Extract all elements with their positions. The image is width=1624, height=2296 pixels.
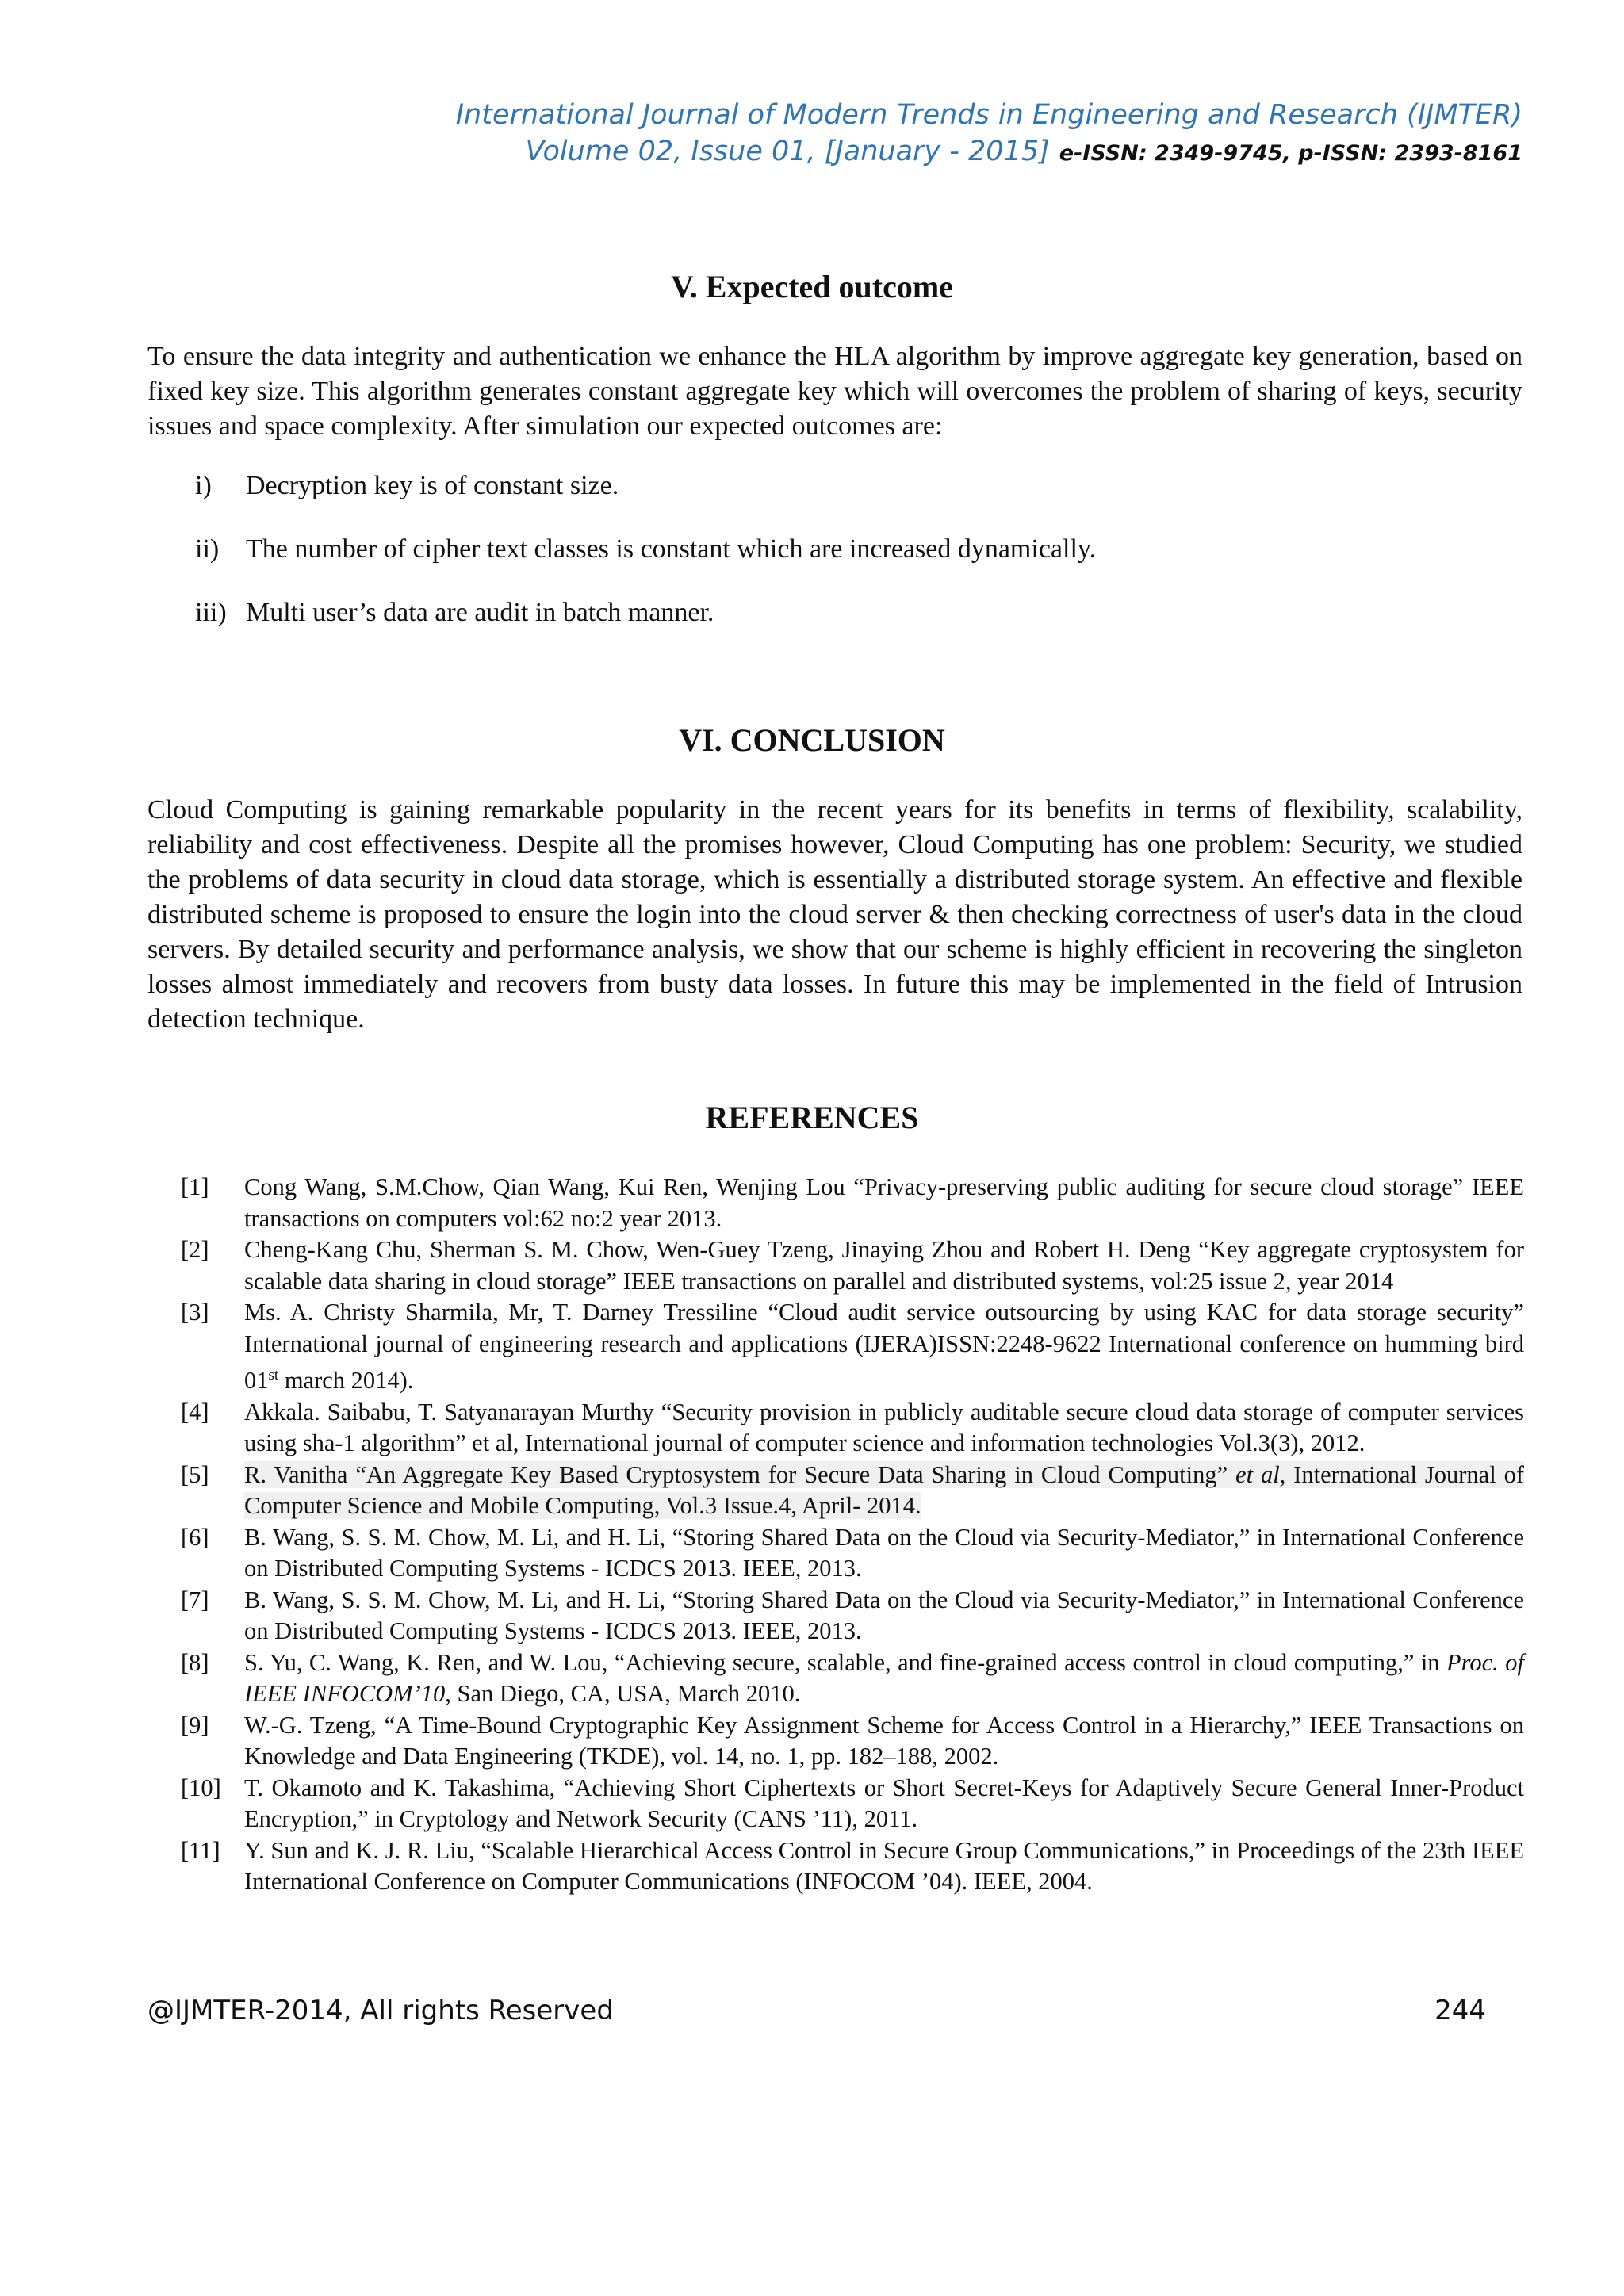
reference-number: [3] [181, 1299, 209, 1326]
reference-text-part: R. Vanitha “An Aggregate Key Based Cryptosystem for Secure Data Sharing in Cloud Computing” [244, 1460, 1236, 1488]
reference-text: B. Wang, S. S. M. Chow, M. Li, and H. Li, “Storing Shared Data on the Cloud via Security-Mediator,” in International Conference on Distributed Computing Systems - ICDCS 2013. IEEE, 2013. [244, 1586, 1524, 1645]
list-item [195, 598, 1511, 661]
footer-copyright: @IJMTER-2014, All rights Reserved [147, 1995, 614, 2026]
reference-text-part: Ms. A. Christy Sharmila, Mr, T. Darney Tressiline “Cloud audit service outsourcing by using KAC for data storage security” International journal of engineering research and applications (IJERA)ISSN:2248-9622 International conference on humming bird 01 [244, 1299, 1524, 1395]
reference-number: [1] [181, 1173, 209, 1200]
reference-number: [10] [181, 1774, 221, 1801]
reference-number: [6] [181, 1523, 209, 1551]
reference-item [181, 1460, 1524, 1522]
list-item-text: The number of cipher text classes is constant which are increased dynamically. [246, 534, 1097, 564]
reference-text [244, 1647, 1524, 1710]
reference-item [181, 1585, 1524, 1647]
expected-outcome-paragraph: To ensure the data integrity and authentication we enhance the HLA algorithm by improve aggregate key generation, based on fixed key size. This algorithm generates constant aggregate key which will overcomes the problem of sharing of keys, security issues and space complexity. After simulation our expected outcomes are: [147, 342, 1522, 441]
reference-text-part: march 2014). [278, 1367, 414, 1395]
reference-item [181, 1234, 1524, 1297]
reference-text: Cheng-Kang Chu, Sherman S. M. Chow, Wen-Guey Tzeng, Jinaying Zhou and Robert H. Deng “Key aggregate cryptosystem for scalable data sharing in cloud storage” IEEE transactions on parallel and distributed systems, vol:25 issue 2, year 2014 [244, 1236, 1524, 1295]
journal-header [456, 97, 1522, 172]
reference-text: W.-G. Tzeng, “A Time-Bound Cryptographic Key Assignment Scheme for Access Control in a Hierarchy,” IEEE Transactions on Knowledge and Data Engineering (TKDE), vol. 14, no. 1, pp. 182–188, 2002. [244, 1711, 1524, 1770]
reference-item [181, 1172, 1524, 1234]
reference-text-part: S. Yu, C. Wang, K. Ren, and W. Lou, “Achieving secure, scalable, and fine-grained access control in cloud computing,” in [244, 1648, 1447, 1676]
reference-text-part: International Journal of Computer Science and Mobile Computing, Vol.3 Issue.4, April- 2014. [244, 1460, 1524, 1520]
journal-issn: e-ISSN: 2349-9745, p-ISSN: 2393-8161 [1059, 141, 1522, 166]
reference-text-part: , San Diego, CA, USA, March 2010. [445, 1680, 801, 1708]
reference-number: [5] [181, 1460, 209, 1488]
page-footer [147, 1995, 1486, 2026]
reference-text: T. Okamoto and K. Takashima, “Achieving Short Ciphertexts or Short Secret-Keys for Adaptively Secure General Inner-Product Encryption,” in Cryptology and Network Security (CANS ’11), 2011. [244, 1774, 1524, 1833]
reference-text [244, 1297, 1524, 1397]
list-item-number: iii) [195, 598, 227, 627]
reference-italic: Proc. of IEEE INFOCOM’10 [244, 1648, 1524, 1708]
reference-italic: et al, [1235, 1460, 1286, 1488]
reference-superscript: st [268, 1367, 279, 1383]
reference-text: Cong Wang, S.M.Chow, Qian Wang, Kui Ren, Wenjing Lou “Privacy-preserving public auditing for secure cloud storage” IEEE transactions on computers vol:62 no:2 year 2013. [244, 1173, 1524, 1232]
section-heading-references: REFERENCES [705, 1100, 919, 1135]
journal-volume-line [456, 133, 1522, 172]
reference-text: Akkala. Saibabu, T. Satyanarayan Murthy “Security provision in publicly auditable secure cloud data storage of computer services using sha-1 algorithm” et al, International journal of computer science and information technologies Vol.3(3), 2012. [244, 1398, 1524, 1457]
reference-text: Y. Sun and K. J. R. Liu, “Scalable Hierarchical Access Control in Secure Group Communications,” in Proceedings of the 23th IEEE International Conference on Computer Communications (INFOCOM ’04). IEEE, 2004. [244, 1836, 1524, 1896]
reference-text: B. Wang, S. S. M. Chow, M. Li, and H. Li, “Storing Shared Data on the Cloud via Security-Mediator,” in International Conference on Distributed Computing Systems - ICDCS 2013. IEEE, 2013. [244, 1523, 1524, 1582]
list-item-number: i) [195, 471, 212, 500]
reference-item [181, 1522, 1524, 1585]
reference-number: [8] [181, 1648, 209, 1676]
reference-number: [2] [181, 1236, 209, 1263]
section-heading-expected-outcome: V. Expected outcome [671, 269, 953, 304]
journal-volume: Volume 02, Issue 01, [January - 2015] [525, 136, 1050, 167]
reference-item [181, 1297, 1524, 1397]
reference-number: [4] [181, 1398, 209, 1425]
page-number: 244 [1434, 1995, 1486, 2026]
reference-item [181, 1710, 1524, 1773]
list-item-text: Decryption key is of constant size. [246, 471, 619, 500]
reference-number: [9] [181, 1711, 209, 1739]
list-item [195, 534, 1511, 598]
references-list [181, 1172, 1524, 1898]
expected-outcome-list [195, 471, 1511, 661]
reference-item [181, 1835, 1524, 1898]
list-item-text: Multi user’s data are audit in batch manner. [246, 598, 714, 627]
section-heading-conclusion: VI. CONCLUSION [679, 722, 945, 758]
conclusion-paragraph: Cloud Computing is gaining remarkable popularity in the recent years for its benefits in terms of flexibility, scalability, reliability and cost effectiveness. Despite all the promises however, Cloud Computing has one problem: Security, we studied the problems of data security in cloud data storage, which is essentially a distributed storage system. An effective and flexible distributed scheme is proposed to ensure the login into the cloud server & then checking correctness of user's data in the cloud servers. By detailed security and performance analysis, we show that our scheme is highly efficient in recovering the singleton losses almost immediately and recovers from busty data losses. In future this may be implemented in the field of Intrusion detection technique. [147, 795, 1522, 1034]
list-item [195, 471, 1511, 534]
reference-text [244, 1460, 1524, 1522]
list-item-number: ii) [195, 534, 220, 564]
reference-number: [7] [181, 1586, 209, 1613]
reference-item [181, 1397, 1524, 1460]
reference-number: [11] [181, 1836, 220, 1864]
reference-item [181, 1647, 1524, 1710]
journal-title: International Journal of Modern Trends in Engineering and Research (IJMTER) [455, 99, 1522, 131]
reference-item [181, 1773, 1524, 1835]
